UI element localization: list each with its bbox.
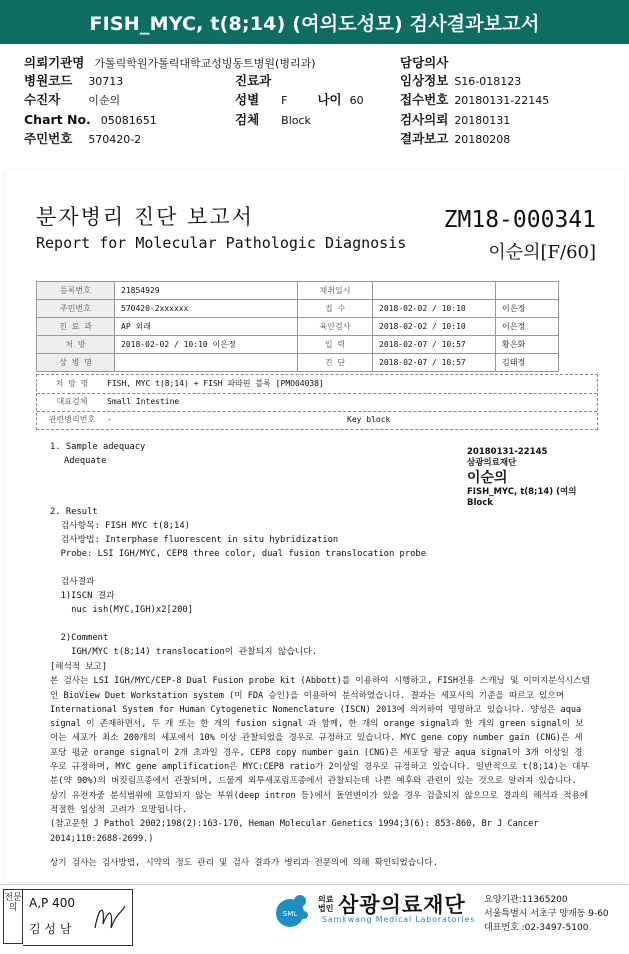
info-key: 진 료 과 bbox=[37, 318, 115, 336]
org-name: 삼광의료재단 bbox=[338, 893, 466, 917]
patient-label: 수진자 bbox=[24, 92, 61, 107]
clinical-value: S16-018123 bbox=[454, 75, 522, 88]
info-value2: 2018-02-02 / 10:10 bbox=[373, 300, 496, 318]
org-english: Samkwang Medical Laboratories bbox=[322, 915, 476, 924]
result-line: 검사방법: Interphase fluorescent in situ hybridization bbox=[60, 535, 339, 545]
table-row bbox=[37, 282, 559, 300]
info-value2: 2018-02-02 / 10:10 bbox=[373, 318, 496, 336]
rrn-value: 570420-2 bbox=[88, 133, 142, 146]
institution-value: 가톨릭학원가톨릭대학교성빙동트병원(병리과) bbox=[94, 57, 316, 70]
interp-title: [해석적 보고] bbox=[50, 662, 108, 672]
doc-patient: 이순의[F/60] bbox=[488, 242, 596, 263]
receipt-value: 20180131-22145 bbox=[454, 94, 550, 107]
info-value: AP 외래 bbox=[115, 318, 298, 336]
hospital-code-value: 30713 bbox=[88, 75, 124, 88]
specimen-value: Block bbox=[281, 114, 311, 127]
sml-logo bbox=[274, 893, 310, 929]
s1-value: Adequate bbox=[64, 456, 107, 466]
info-value3: 황은화 bbox=[496, 336, 559, 354]
address: 서울특별시 서초구 양재동 9-60 bbox=[484, 909, 609, 919]
info-value2 bbox=[373, 282, 496, 300]
chart-value: 05081651 bbox=[100, 114, 157, 127]
info-key2: 접 수 bbox=[298, 300, 373, 318]
interp-text: 본 검사는 LSI IGH/MYC/CEP-8 Dual Fusion probe kit (Abbott)를 이용하여 시행하고, FISH전용 스캐닝 및 이미지분석시스템인 BioView Duet Workstation system (미 FDA 승인)을 이용하여 분석하였습니다. 결과는 세포사의 기준을 따르고 있으며 International System for Human Cytogenetic Nomenclature (ISCN) 2013에 의거하여 명명하고 있습니다. 양성은 aqua signal 이 존재하면서, 두 개 또는 한 개의 fusion signal 과 함께, 한 개의 orange signal과 한 개의 green signal이 보이는 세포가 최소 200개의 세포에서 10% 이상 관찰되었을 경우로 규정하고 있습니다. MYC gene copy number gain (CNG)은 세포당 평균 orange signal이 2개 초과일 경우, CEP8 copy number gain (CNG)은 세포당 평균 aqua signal이 3개 이상일 경우로 규정하며, MYC gene amplification은 MYC:CEP8 ratio가 2이상일 경우로 규정하고 있습니다. 일반적으로 t(8;14)는 대부분(약 90%)의 버킷림프종에서 관찰되며, 드물게 외투세포림프종에서 관찰되는데 나쁜 예후와 관련이 있는 것으로 알려져 있습니다. 상기 유전자중 분석범위에 포함되지 않는 부위(deep intron 등)에서 돌연변이가 있을 경우 검출되지 않으므로 결과의 해석과 적용에 적절한 임상적 고려가 요망됩니다. bbox=[50, 676, 590, 815]
info-key: 등록번호 bbox=[37, 282, 115, 300]
info-value: 2018-02-02 / 10:10 이은정 bbox=[115, 336, 298, 354]
info-value: 570420-2xxxxxx bbox=[115, 300, 298, 318]
sign-code: A,P 400 bbox=[29, 896, 75, 910]
result-line: nuc ish(MYC,IGH)x2[200] bbox=[60, 605, 193, 615]
scanned-report bbox=[5, 170, 624, 882]
doc-title-en: Report for Molecular Pathologic Diagnosis bbox=[36, 234, 407, 252]
table-row bbox=[37, 318, 559, 336]
info-key: 주민번호 bbox=[37, 300, 115, 318]
interpretation bbox=[50, 660, 590, 870]
age-label: 나이 bbox=[317, 92, 342, 107]
info-key: 상 병 명 bbox=[37, 354, 115, 372]
specialist-label: 전문의 bbox=[3, 889, 23, 944]
receipt-label: 접수번호 bbox=[400, 92, 449, 107]
sex-value: F bbox=[281, 94, 288, 107]
order-box bbox=[36, 374, 598, 430]
stamp-no: 20180131-22145 bbox=[467, 447, 548, 457]
doctor-label: 담당의사 bbox=[400, 55, 449, 70]
specimen-label: 검체 bbox=[235, 112, 260, 127]
report-value: 20180208 bbox=[454, 133, 511, 146]
key-label: Key block bbox=[347, 415, 391, 424]
info-key2: 육안검사 bbox=[298, 318, 373, 336]
dept-label: 진료과 bbox=[235, 73, 272, 88]
info-value bbox=[115, 354, 298, 372]
hospital-code-label: 병원코드 bbox=[24, 73, 73, 88]
org-prefix: 의료 법인 bbox=[318, 895, 334, 913]
info-value3 bbox=[496, 282, 559, 300]
section-result bbox=[50, 505, 426, 659]
s1-title: 1. Sample adequacy bbox=[50, 442, 146, 452]
signature-box bbox=[23, 889, 133, 946]
rel-label: 관련병리번호 bbox=[48, 415, 96, 424]
info-table bbox=[36, 281, 559, 372]
rep-label: 대표검체 bbox=[56, 397, 88, 406]
doc-code: ZM18-000341 bbox=[443, 207, 596, 233]
logo-text: SML bbox=[282, 910, 298, 918]
result-line: 1)ISCN 결과 bbox=[60, 591, 115, 601]
report-label: 결과보고 bbox=[400, 131, 449, 146]
request-label: 검사의뢰 bbox=[400, 112, 449, 127]
table-row bbox=[37, 354, 559, 372]
rrn-label: 주민번호 bbox=[24, 131, 73, 146]
age-value: 60 bbox=[349, 94, 364, 107]
result-line: IGH/MYC t(8;14) translocation이 관찰되지 않습니다. bbox=[60, 647, 318, 657]
sign-name: 김 성 남 bbox=[29, 922, 72, 936]
stamp-test: FISH_MYC, t(8;14) (여의 bbox=[467, 487, 577, 497]
signature-scribble bbox=[91, 898, 129, 938]
clinical-label: 임상정보 bbox=[400, 73, 449, 88]
info-key2: 채취일시 bbox=[298, 282, 373, 300]
result-line: 검사결과 bbox=[60, 577, 95, 587]
info-key: 처 방 bbox=[37, 336, 115, 354]
stamp-name: 이순의 bbox=[467, 470, 508, 486]
institution-label: 의뢰기관명 bbox=[24, 55, 85, 70]
result-line: 검사항목: FISH MYC t(8;14) bbox=[60, 521, 190, 531]
info-value3: 김태정 bbox=[496, 354, 559, 372]
info-value3: 이은정 bbox=[496, 318, 559, 336]
stamp-spec: Block bbox=[467, 498, 493, 508]
patient-value: 이순의 bbox=[88, 94, 121, 107]
org-contact bbox=[484, 893, 609, 935]
info-value: 21854929 bbox=[115, 282, 298, 300]
report-title: FISH_MYC, t(8;14) (여의도성모) 검사결과보고서 bbox=[89, 12, 540, 35]
specimen-stamp bbox=[467, 447, 576, 509]
agency-code: 요양기관:11365200 bbox=[484, 895, 568, 905]
table-row bbox=[37, 336, 559, 354]
s2-title: 2. Result bbox=[50, 507, 98, 517]
info-key2: 진 단 bbox=[298, 354, 373, 372]
sex-label: 성별 bbox=[235, 92, 260, 107]
order-label: 처 방 명 bbox=[55, 379, 89, 388]
phone: 대표번호 :02-3497-5100 bbox=[484, 923, 589, 933]
section-sample bbox=[50, 440, 145, 468]
doc-title-ko: 분자병리 진단 보고서 bbox=[36, 205, 254, 229]
interp-ref: (참고문헌 J Pathol 2002;198(2):163-170, Heman Molecular Genetics 1994;3(6): 853-860, Br J Cancer 2014;110:2688-2699.) bbox=[50, 819, 539, 844]
request-value: 20180131 bbox=[454, 114, 511, 127]
info-value2: 2018-02-07 / 10:57 bbox=[373, 336, 496, 354]
stamp-org: 삼광의료재단 bbox=[467, 458, 517, 468]
info-value3: 이은정 bbox=[496, 300, 559, 318]
order-value: FISH, MYC t(8;14) + FISH 파라핀 블록 [PMO04038] bbox=[107, 379, 324, 388]
result-line: Probe: LSI IGH/MYC, CEP8 three color, dual fusion translocation probe bbox=[60, 549, 427, 559]
closing-text: 상기 검사는 검사방법, 시약의 정도 관리 및 검사 결과가 병리과 전문의에 의해 확인되었습니다. bbox=[50, 857, 438, 868]
table-row bbox=[37, 300, 559, 318]
info-value2: 2018-02-07 / 10:57 bbox=[373, 354, 496, 372]
result-line: 2)Comment bbox=[60, 633, 109, 643]
report-title-bar bbox=[0, 0, 629, 44]
footer bbox=[0, 884, 629, 954]
rep-value: Small Intestine bbox=[107, 397, 180, 406]
rel-value: - bbox=[107, 415, 112, 424]
chart-label: Chart No. bbox=[24, 112, 91, 127]
info-key2: 입 력 bbox=[298, 336, 373, 354]
